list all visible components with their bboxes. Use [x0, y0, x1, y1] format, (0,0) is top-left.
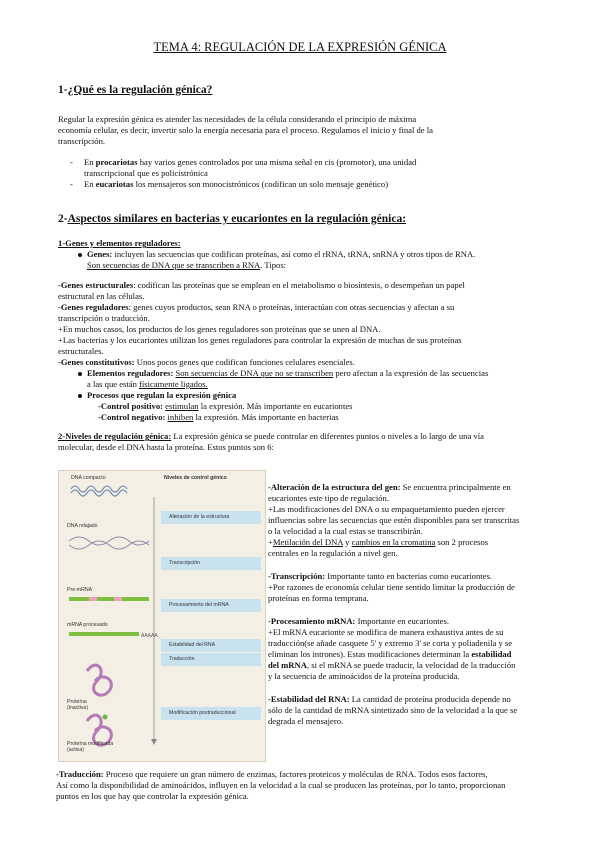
- figure-label: DNA compacto: [71, 475, 106, 481]
- protein-inactive-icon: [87, 665, 111, 695]
- figure-label: Pre-mRNA: [67, 587, 93, 593]
- processed-mrna-bar: [69, 632, 139, 636]
- dna-compact-icon: [71, 486, 127, 496]
- subheading-genes: 1-Genes y elementos reguladores:: [58, 238, 181, 248]
- genes-estructurales: -Genes estructurales: codifican las proteínas que se emplean en el metabolismo o biosíntesis, o desempeñan un papel: [58, 280, 465, 290]
- figure-label: Proteína modificada (activa): [67, 741, 114, 753]
- control-positivo: -Control positivo: estimulan la expresión. Más importante en eucariontes: [98, 401, 353, 411]
- list-item-continuation: transcripcional que es policistrónica: [84, 168, 208, 178]
- level-row: Traducción: [161, 653, 261, 666]
- figure-label: Proteína (inactiva): [67, 699, 89, 711]
- control-negativo: -Control negativo: inhiben la expresión. Más importante en bacterias: [98, 412, 339, 422]
- level-row: Transcripción: [161, 557, 261, 570]
- elementos-reguladores: Elementos reguladores: Son secuencias de DNA que no se transcriben pero afectan a la expresión de las secuencias: [58, 368, 593, 379]
- level-row: Alteración de la estructura: [161, 511, 261, 524]
- bullet-icon: [78, 253, 82, 257]
- paragraph-line: transcripción.: [58, 136, 106, 146]
- dna-relaxed-icon: [69, 537, 149, 549]
- list-item: - En procariotas hay varios genes controlados por una misma señal en cis (promotor), una unidad: [70, 157, 417, 167]
- bullet-icon: [78, 372, 82, 376]
- section-1-heading: [58, 84, 212, 96]
- section-2-body: 1-Genes y elementos reguladores: Genes: incluyen las secuencias que codifican proteínas, así como el rRNA, tRNA, snRNA y otros tipos de RNA. Son secuencias de DNA que se transcriben a RNA. Tipos: -Genes estructurales: codifican las proteínas que se emplean en el metabolismo o biosíntesis, o desempeñan un papel estructural en las células. -Genes reguladores: genes cuyos productos, sean RNA o proteínas, interactúan con otras secuencias y afectan a su transcripción o traducción. +En muchos casos, los productos de los genes reguladores son proteínas que se unen al DNA. +Las bacterias y los eucariontes utilizan los genes reguladores para controlar la expresión de muchas de sus proteínas estructurales. -Genes constitutivos: Unos pocos genes que codifican funciones celulares esenciales. Elementos reguladores: Son secuencias de DNA que no se transcriben pero afectan a la expresión de las secuencias a las que están físicamente ligados. Procesos que regulan la expresión génica -Control positivo: estimulan la expresión. Más importante en eucariontes -Control negativo: inhiben la expresión. Más importante en bacterias 2-Niveles de regulación génica: La expresión génica se puede controlar en diferentes puntos o niveles a lo largo de una vía molecular, desde el DNA hasta la proteína. Estos puntos son 6:: [58, 238, 593, 453]
- level-row: Estabilidad del RNA: [161, 639, 261, 652]
- section-1-number: 1-: [58, 84, 68, 96]
- section-1-paragraph: [58, 114, 588, 147]
- pre-mrna-bar: [69, 597, 149, 601]
- levels-description: -Alteración de la estructura del gen: Se encuentra principalmente en eucariontes este tipo de regulación. +Las modificaciones del DNA o su empaquetamiento pueden ejercer influencias sobre las secuencias que estén disponibles para ser transcritas o la velocidad a la cual estas se transcribirán. +Metilación del DNA y cambios en la cromatina son 2 procesos centrales en la regulación a nivel gen. -Transcripción: Importante tanto en bacterias como eucariontes. +Por razones de economía celular tiene sentido limitar la producción de proteínas en forma temprana. -Procesamiento mRNA: Importante en eucariontes. +El mRNA eucarionte se modifica de manera exhaustiva antes de su traducción(se añade casquete 5' y extremo 3' se corta y poliadenila y se eliminan los intrones). Estas modificaciones determinan la estabilidad del mRNA, si el mRNA se puede traducir, la velocidad de la traducción y la secuencia de aminoácidos de la proteína producida. -Estabilidad del RNA: La cantidad de proteína producida depende no sólo de la cantidad de mRNA sintetizado sino de la velocidad a la que se degrada el mensajero.: [268, 482, 520, 726]
- section-1-list: [70, 157, 590, 190]
- genes-item: Genes: incluyen las secuencias que codifican proteínas, así como el rRNA, tRNA, snRNA y otros tipos de RNA.: [58, 249, 593, 260]
- paragraph-line: Regular la expresión génica es atender las necesidades de la célula considerando el principio de máxima: [58, 114, 417, 124]
- svg-text:AAAAA: AAAAA: [141, 633, 158, 639]
- niveles-intro: 2-Niveles de regulación génica: La expresión génica se puede controlar en diferentes puntos o niveles a lo largo de una vía: [58, 431, 484, 441]
- level-row: Procesamiento del mRNA: [161, 599, 261, 612]
- traduccion-paragraph: -Traducción: Proceso que requiere un gran número de enzimas, factores proteicos y moléculas de RNA. Todos esos factores, Así como la disponibilidad de aminoácidos, influyen en la velocidad a la cual se producen las proteínas, por lo tanto, proporcionan puntos en los que hay que controlar la expresión génica.: [56, 769, 506, 801]
- paragraph-line: economía celular, es decir, invertir solo la energía necesaria para el proceso. Regulamos el inicio y final de la: [58, 125, 433, 135]
- gene-regulation-figure: [58, 470, 266, 762]
- genes-reguladores: -Genes reguladores: genes cuyos productos, sean RNA o proteínas, interactúan con otras secuencias y afectan a su: [58, 302, 455, 312]
- bullet-icon: [78, 394, 82, 398]
- page-title: TEMA 4: REGULACIÓN DE LA EXPRESIÓN GÉNICA: [153, 40, 447, 54]
- figure-label: mRNA procesado: [67, 622, 108, 628]
- genes-constitutivos: -Genes constitutivos: Unos pocos genes que codifican funciones celulares esenciales.: [58, 357, 355, 367]
- section-2-title: Aspectos similares en bacterias y eucariontes en la regulación génica:: [67, 213, 407, 225]
- genes-item-line2: Son secuencias de DNA que se transcriben a RNA. Tipos:: [87, 260, 287, 270]
- procesos-item: Procesos que regulan la expresión génica: [58, 390, 593, 401]
- figure-label: Niveles de control génico: [164, 475, 227, 481]
- section-2-heading: 2-Aspectos similares en bacterias y eucariontes en la regulación génica:: [58, 213, 407, 225]
- level-row: Modificación postraduccional: [161, 707, 261, 720]
- section-1-title: ¿Qué es la regulación génica?: [67, 84, 213, 96]
- list-item: - En eucariotas los mensajeros son monocistrónicos (codifican un solo mensaje genético): [70, 179, 389, 189]
- figure-label: DNA relajado: [67, 523, 98, 529]
